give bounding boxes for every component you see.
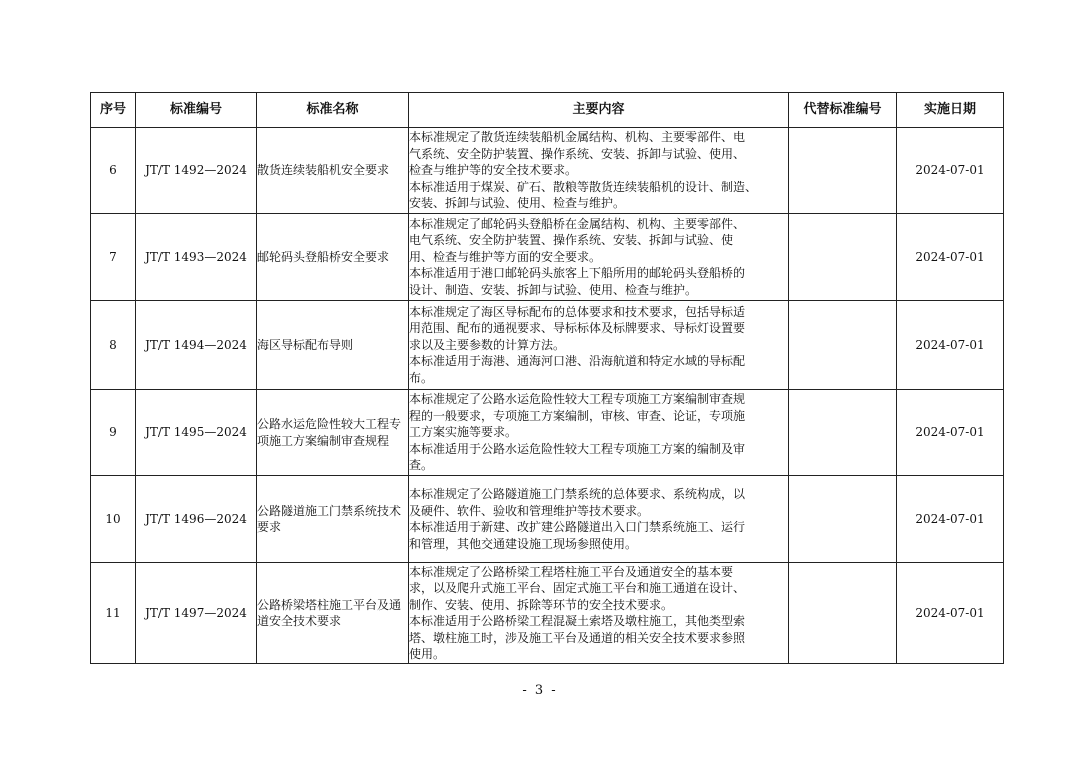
content-line: 本标准适用于煤炭、矿石、散粮等散货连续装船机的设计、制造、 [409, 179, 758, 194]
content-line: 本标准规定了邮轮码头登船桥在金属结构、机构、主要零部件、 [409, 216, 746, 231]
table-row [91, 214, 1004, 301]
content-line: 和管理，其他交通建设施工现场参照使用。 [409, 536, 638, 551]
table-row [91, 563, 1004, 664]
standard-name-cell: 公路水运危险性较大工程专项施工方案编制审查规程 [257, 390, 409, 476]
header-serial: 序号 [91, 93, 136, 128]
content-line: 本标准适用于公路水运危险性较大工程专项施工方案的编制及审 [409, 441, 746, 456]
effective-date-cell: 2024-07-01 [897, 390, 1004, 476]
serial-cell: 11 [91, 563, 136, 664]
effective-date-cell: 2024-07-01 [897, 214, 1004, 301]
content-line: 安装、拆卸与试验、使用、检查与维护。 [409, 196, 626, 211]
standard-code-cell: JT/T 1495—2024 [136, 390, 257, 476]
standard-name-cell: 散货连续装船机安全要求 [257, 128, 409, 214]
table-row [91, 390, 1004, 476]
serial-cell: 10 [91, 476, 136, 563]
table-header-row [91, 93, 1004, 128]
header-standard-name: 标准名称 [257, 93, 409, 128]
content-line: 本标准规定了海区导标配布的总体要求和技术要求，包括导标适 [409, 304, 746, 319]
standard-name-cell: 邮轮码头登船桥安全要求 [257, 214, 409, 301]
main-content-cell [409, 301, 789, 390]
effective-date-cell: 2024-07-01 [897, 301, 1004, 390]
content-line: 本标准适用于新建、改扩建公路隧道出入口门禁系统施工、运行 [409, 520, 746, 534]
content-line: 气系统、安全防护装置、操作系统、安装、拆卸与试验、使用、 [409, 146, 746, 161]
table-row [91, 476, 1004, 563]
content-line: 检查与维护等的安全技术要求。 [409, 163, 578, 178]
content-line: 工方案实施等要求。 [409, 425, 518, 440]
standard-code-cell: JT/T 1492—2024 [136, 128, 257, 214]
replaced-code-cell [789, 563, 897, 664]
content-line: 设计、制造、安装、拆卸与试验、使用、检查与维护。 [409, 282, 698, 297]
content-line: 本标准规定了散货连续装船机金属结构、机构、主要零部件、电 [409, 130, 746, 145]
header-effective-date: 实施日期 [897, 93, 1004, 128]
replaced-code-cell [789, 301, 897, 390]
main-content-cell [409, 214, 789, 301]
content-line: 本标准适用于海港、通海河口港、沿海航道和特定水域的导标配 [409, 354, 746, 369]
header-standard-code: 标准编号 [136, 93, 257, 128]
replaced-code-cell [789, 214, 897, 301]
content-line: 塔、墩柱施工时，涉及施工平台及通道的相关安全技术要求参照 [409, 630, 746, 645]
content-line: 求以及主要参数的计算方法。 [409, 337, 566, 352]
effective-date-cell: 2024-07-01 [897, 563, 1004, 664]
content-line: 布。 [409, 370, 434, 385]
main-content-cell [409, 476, 789, 563]
standard-code-cell: JT/T 1496—2024 [136, 476, 257, 563]
content-line: 查。 [409, 458, 434, 473]
standard-name-cell: 海区导标配布导则 [257, 301, 409, 390]
standard-code-cell: JT/T 1494—2024 [136, 301, 257, 390]
content-line: 程的一般要求，专项施工方案编制，审核、审查、论证，专项施 [409, 408, 746, 423]
serial-cell: 6 [91, 128, 136, 214]
main-content-cell [409, 563, 789, 664]
content-line: 本标准规定了公路桥梁工程塔柱施工平台及通道安全的基本要 [409, 564, 734, 579]
replaced-code-cell [789, 390, 897, 476]
content-line: 及硬件、软件、验收和管理维护等技术要求。 [409, 503, 650, 518]
serial-cell: 7 [91, 214, 136, 301]
standard-code-cell: JT/T 1493—2024 [136, 214, 257, 301]
content-line: 使用。 [409, 647, 446, 661]
standard-name-cell: 公路隧道施工门禁系统技术要求 [257, 476, 409, 563]
page-number: - 3 - [522, 683, 558, 698]
replaced-code-cell [789, 476, 897, 563]
replaced-code-cell [789, 128, 897, 214]
content-line: 用、检查与维护等方面的安全要求。 [409, 249, 602, 264]
standards-table [90, 92, 1004, 664]
header-main-content: 主要内容 [409, 93, 789, 128]
content-line: 本标准适用于港口邮轮码头旅客上下船所用的邮轮码头登船桥的 [409, 266, 746, 281]
main-content-cell [409, 390, 789, 476]
effective-date-cell: 2024-07-01 [897, 128, 1004, 214]
table-row [91, 301, 1004, 390]
table-row [91, 128, 1004, 214]
main-content-cell [409, 128, 789, 214]
content-line: 本标准规定了公路水运危险性较大工程专项施工方案编制审查规 [409, 392, 746, 407]
header-replaced-code: 代替标准编号 [789, 93, 897, 128]
content-line: 本标准适用于公路桥梁工程混凝土索塔及墩柱施工，其他类型索 [409, 614, 746, 628]
standard-name-cell: 公路桥梁塔柱施工平台及通道安全技术要求 [257, 563, 409, 664]
content-line: 电气系统、安全防护装置、操作系统、安装、拆卸与试验、使 [409, 233, 734, 248]
content-line: 用范围、配布的通视要求、导标标体及标牌要求、导标灯设置要 [409, 321, 746, 336]
serial-cell: 9 [91, 390, 136, 476]
content-line: 制作、安装、使用、拆除等环节的安全技术要求。 [409, 597, 674, 612]
content-line: 求，以及爬升式施工平台、固定式施工平台和施工通道在设计、 [409, 581, 746, 595]
content-line: 本标准规定了公路隧道施工门禁系统的总体要求、系统构成，以 [409, 487, 746, 501]
standard-code-cell: JT/T 1497—2024 [136, 563, 257, 664]
serial-cell: 8 [91, 301, 136, 390]
effective-date-cell: 2024-07-01 [897, 476, 1004, 563]
